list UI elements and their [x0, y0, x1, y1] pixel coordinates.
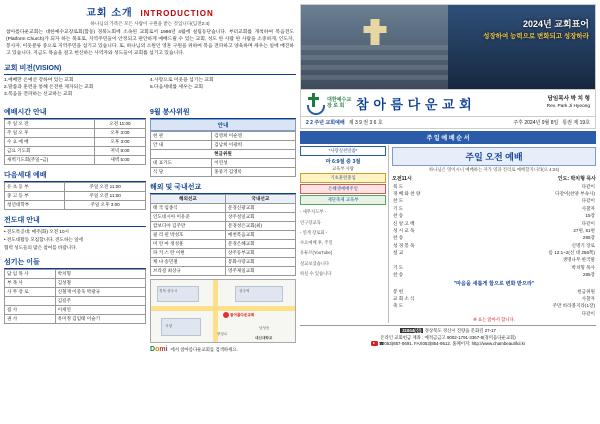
mission-domestic: 영주제일교회: [225, 267, 295, 276]
group-name: 유 초 등 부: [5, 183, 65, 192]
service-time: 오후 3:00: [94, 138, 145, 147]
church-name: 참 아 름 다 운 교 회: [356, 96, 473, 112]
table-row: [151, 231, 296, 240]
youtube-icon[interactable]: [371, 341, 378, 346]
table-row: [5, 147, 146, 156]
committee-column: [150, 102, 296, 353]
side-banner-2: 은혜생예배주일: [300, 184, 386, 194]
map-footer-note: 에서 참아름다운교회를 검색하세요.: [170, 346, 238, 352]
map-school-label: 대신대학교: [255, 336, 273, 341]
service-name: 금요 기도회: [5, 147, 95, 156]
order-detail: 다같이: [581, 183, 595, 189]
cross-icon: [370, 19, 379, 45]
committee-role: 식 당: [151, 168, 212, 177]
map-label: 중앙로: [217, 332, 228, 337]
pastor-title: 담임목사 박 치 형: [547, 95, 590, 102]
bulletin-banner: 주 일 예 배 순 서: [300, 131, 596, 144]
vision-item: 1.예배만 온예산 강하여 있는 교회: [4, 77, 74, 83]
header-photo: [300, 4, 596, 90]
committee-role: 대 표기도: [151, 159, 212, 168]
table-row: [5, 315, 146, 324]
order-row: [392, 190, 596, 197]
service-time: 오전 11:00: [94, 120, 145, 129]
staff-role: 담 임 목 사: [5, 270, 56, 279]
table-row: [5, 192, 146, 201]
table-row: [151, 150, 296, 159]
side-note: - 연계 장로회 -: [300, 229, 328, 235]
order-row: [392, 295, 596, 302]
side-group-label: 교육부 사람: [332, 166, 354, 171]
right-column: [300, 4, 596, 420]
service-times-table: [4, 119, 146, 165]
issue-meta: [300, 117, 596, 129]
church-logo-icon: [306, 93, 322, 113]
table-row: [5, 270, 146, 279]
page-title-ko: 교회 소개: [86, 8, 133, 19]
table-row: [151, 195, 296, 204]
table-row: [5, 279, 146, 288]
mission-domestic: 문경신광교회: [225, 204, 295, 213]
staff-name: 옥미정 김임태 이슬기: [55, 315, 145, 324]
committee-name: 이연성: [212, 159, 296, 168]
order-row: [392, 288, 596, 295]
service-times-heading: 예배시간 안내: [4, 107, 146, 119]
side-note: - 새무지도부 -: [300, 209, 327, 215]
service-time: 오후 3:00: [94, 129, 145, 138]
order-row: [392, 249, 596, 256]
side-notes: [300, 209, 386, 277]
postal-code: 31844(신): [402, 328, 422, 334]
worship-title: 주일 오전 예배: [392, 147, 596, 166]
order-item: 축 도: [393, 303, 404, 309]
table-row: [151, 204, 296, 213]
order-row: [392, 227, 596, 234]
order-item: 찬 송: [393, 235, 404, 241]
service-name: 새벽기도회(주일~금): [5, 156, 95, 165]
table-row: [5, 297, 146, 306]
issue-date: 주후 2024년 9월 8일: [513, 120, 559, 126]
service-time: 새벽 5:00: [94, 156, 145, 165]
staff-role: 권 사: [5, 315, 56, 324]
map-pin-label: 참아름다운교회: [230, 313, 255, 318]
map-label: 남성동: [259, 326, 270, 331]
map-road-horizontal: [151, 306, 296, 311]
table-row: [5, 156, 146, 165]
order-detail: 다같이(찬양 부속사): [555, 191, 595, 197]
mission-overseas: 필 리 핀 박성호: [151, 231, 226, 240]
group-time: 주일 오전 11:00: [65, 183, 146, 192]
mission-domestic: 봉화사랑교회: [225, 258, 295, 267]
sermon-theme: "마음을 새롭게 함으로 변화 받으라": [453, 280, 535, 287]
mission-domestic: 상주성일교회: [225, 213, 295, 222]
vision-item: 3.복음을 전파하는 선교하는 교회: [4, 92, 73, 98]
map-label: 경북 상주시: [159, 289, 178, 294]
committee-role: 안 내: [151, 141, 212, 150]
order-item: 찬 송: [393, 213, 404, 219]
side-note: 유튜브(YouTube): [300, 250, 333, 256]
year-slogan-title: 2024년 교회표어: [523, 19, 589, 29]
contact-line: [300, 341, 596, 347]
mission-overseas: 태 국 임종식: [151, 204, 226, 213]
order-footnote: ※ 표는 앉아서 합니다.: [473, 317, 515, 323]
side-note: 하실 수 있습니다: [300, 271, 332, 277]
committee-heading: 9월 봉사위원: [150, 107, 296, 119]
year-slogan-line1: 성장하여 능력으로 변화되고 성장하라: [483, 33, 589, 40]
order-detail: 285장: [582, 272, 595, 278]
table-row: [151, 141, 296, 150]
side-note: 연구장교육: [300, 219, 321, 225]
staff-name: 이세연: [55, 306, 145, 315]
evangelism-note: • 전도특공대: 매주(화) 오전 10시: [4, 229, 69, 235]
order-header: [392, 174, 596, 183]
vision-item: 5.다음세대를 세우는 교회: [150, 85, 204, 90]
side-verse-ref: 마 6:9절 중 3절: [325, 159, 361, 165]
mission-table: [150, 194, 296, 276]
page-title: [4, 4, 296, 19]
map-footer: [150, 346, 296, 353]
table-row: [151, 240, 296, 249]
order-row: [392, 205, 596, 212]
order-item: 교 회 소 식: [393, 295, 415, 301]
order-row: [392, 264, 596, 271]
order-detail: 285장: [582, 235, 595, 241]
pastor-name-en: Rev. Park Ji Hyeong: [546, 103, 590, 109]
table-row: [151, 159, 296, 168]
order-item: [392, 257, 478, 264]
group-time: 주일 오전 11:00: [65, 192, 146, 201]
side-note: 설교보셨습니다: [300, 260, 330, 266]
order-detail: 사찰자: [581, 295, 595, 301]
committee-role: 헌 관: [151, 132, 212, 141]
table-row: [151, 168, 296, 177]
order-table-bottom: [392, 288, 596, 318]
anniversary-label: 2 2 주년 교회예배: [306, 120, 345, 126]
staff-name: 박치형: [55, 270, 145, 279]
mission-domestic: 예천복음교회: [225, 231, 295, 240]
staff-role: [5, 297, 56, 306]
service-name: 수 요 예 배: [5, 138, 95, 147]
table-row: [151, 258, 296, 267]
order-row: [392, 303, 596, 310]
staff-role: 집 사: [5, 306, 56, 315]
committee-name: 홍중기 김영록: [212, 168, 296, 177]
order-row: [392, 198, 596, 205]
staff-name: 김길주: [55, 297, 145, 306]
issue-number: 제 3 9 권 3 6 호: [348, 120, 383, 126]
table-row: [151, 222, 296, 231]
evangelism-note: 협력 성도들의 많은 참여를 바랍니다.: [4, 245, 77, 251]
vision-item: 2.말씀과 훈련을 통해 온전한 제자되는 교회: [4, 85, 94, 90]
order-leader: 인도: 박치형 목사: [557, 176, 596, 182]
order-item: 경 배 와 찬 양: [393, 191, 421, 197]
order-detail: 다같이: [581, 310, 595, 316]
order-row: [392, 272, 596, 279]
staff-name: 신철재 이중욱 박광규: [55, 288, 145, 297]
mission-col-domestic: 국내선교: [225, 195, 295, 204]
order-detail: 롬 12:1~2(신 대 256쪽): [548, 250, 595, 256]
worship-photo: [448, 5, 595, 89]
staff-role: 부 목 사: [5, 279, 56, 288]
table-row: [5, 138, 146, 147]
intro-verse: 하나님의 가족은 모든 사람이 구원을 받는 것입니다(딤전2:4): [90, 21, 210, 26]
order-row: [392, 220, 596, 227]
page-title-en: INTRODUCTION: [140, 9, 214, 18]
order-item: [392, 310, 478, 317]
vision-list: [4, 77, 296, 99]
denomination-line2: 장 로 회: [327, 103, 345, 109]
order-detail: 주만 바라볼지라(1장): [552, 303, 595, 309]
order-item: 묵 도: [393, 183, 404, 189]
mission-col-overseas: 해외선교: [151, 195, 226, 204]
page-footer: [300, 325, 596, 347]
service-column: [4, 102, 146, 353]
map-label: 상주역: [239, 289, 250, 294]
offering-account: 온라인 교회헌금 계좌 : 예적금금고 9002-1791-3367-8(경미음다운교회): [380, 334, 516, 340]
order-detail: 27편, 51편: [573, 227, 595, 233]
order-row: [392, 235, 596, 242]
table-row: [5, 201, 146, 210]
table-row: [151, 132, 296, 141]
group-name: 중 고 등 부: [5, 192, 65, 201]
vision-item: [150, 91, 296, 98]
mission-heading: 해외 및 국내선교: [150, 182, 296, 194]
map-pin-icon: [223, 312, 229, 318]
denomination-line1: 대한예수교: [327, 97, 352, 103]
order-time: 오전11시: [392, 176, 412, 182]
contact-text[interactable]: ☎053)857-0691. FAX053)854-9512. 홈페이지: http://www.chambeautiful.kr: [378, 341, 526, 347]
staff-role: 사 무 장 로: [5, 288, 56, 297]
order-item: 설 교: [393, 250, 404, 256]
evangelism-heading: 전도대 안내: [4, 215, 146, 227]
map-label: 시청: [165, 324, 172, 329]
order-row: [392, 242, 596, 249]
committee-table: [150, 131, 296, 177]
order-detail: 헌금위원: [577, 288, 595, 294]
service-time: 저녁 8:00: [94, 147, 145, 156]
side-banner-1: 기초훈련중입: [300, 173, 386, 183]
table-row: [5, 120, 146, 129]
vision-item: 4.사랑으로 이웃을 섬기는 교회: [150, 77, 214, 83]
evangelism-notes: [4, 229, 146, 252]
denomination: [327, 97, 351, 109]
staff-heading: 섬기는 이들: [4, 257, 146, 269]
mission-overseas: 파 키 스 탄 이현: [151, 249, 226, 258]
order-item: 성 시 교 독: [393, 227, 415, 233]
mission-overseas: 인도네시아 이유준: [151, 213, 226, 222]
church-brand-bar: [300, 90, 596, 117]
table-row: [151, 249, 296, 258]
table-row: [5, 129, 146, 138]
sanctuary-photo: [301, 5, 448, 89]
domi-logo: Domi: [150, 346, 168, 354]
order-item: 봉 헌: [393, 288, 404, 294]
mission-overseas: 케 냐 송민철: [151, 258, 226, 267]
order-item: 기 도: [393, 264, 404, 270]
group-name: 청년대학부: [5, 201, 65, 210]
mission-domestic: 문경은혜교회: [225, 240, 295, 249]
table-row: [151, 213, 296, 222]
side-verse-title: *사랑실천말씀*: [300, 146, 386, 156]
table-row: [5, 288, 146, 297]
order-detail: 15장: [585, 213, 595, 219]
pastor-block: [547, 96, 590, 110]
committee-name: 김영희 이순영: [212, 132, 296, 141]
committee-subtitle: 안내: [150, 119, 296, 131]
group-time: 주일 오후 3:00: [65, 201, 146, 210]
intro-body: 참아름다운교회는 대한예수교장로회(합동) 경북노회에 소속된 교회로서 1996년 4월에 설립등단습니다. 부터교회를 개척하여 복음전도(Platform Church)가 되자 하는 목표로, 지역주민들이 안정되고 편안하게 예배드릴 수 있는 교회, 성도 한 사람 한 사람을 소중하게, 인도자, 봉사자, 이웃분류 중으로 지역주민을 섬기고 있습니다. 또, 하나님의 소원인 영혼 구원을 위하여 복음 전파하고 양육하며 세우는 일에 매진하고 있습니다. 지금도 목숨을 걸고 헌신하는 사역자와 성도들이 교회를 섬기고 있습니다.: [6, 30, 294, 56]
table-row: [5, 183, 146, 192]
mission-overseas: 미 얀 마 정성훈: [151, 240, 226, 249]
service-name: 주 일 오 전: [5, 120, 95, 129]
service-name: 주 일 오 후: [5, 129, 95, 138]
mission-overseas: 캄보디아 김주만: [151, 222, 226, 231]
mission-overseas: 브라질 최상규: [151, 267, 226, 276]
side-panel: [300, 145, 389, 323]
table-row: [151, 267, 296, 276]
order-item: 찬 송: [393, 272, 404, 278]
staff-table: [4, 269, 146, 324]
side-banner-3: 제단축제 교육부: [300, 195, 386, 205]
order-row: [392, 213, 596, 220]
mission-domestic: 상주동부교회: [225, 249, 295, 258]
left-column: [4, 4, 296, 420]
order-row: [392, 257, 596, 264]
staff-name: 김성철: [55, 279, 145, 288]
vision-heading: 교회 비전(VISION): [4, 63, 296, 75]
order-detail: 박치형 목사: [571, 264, 595, 270]
next-gen-heading: 다음세대 예배: [4, 170, 146, 182]
committee-subhead: 현금위원: [151, 150, 296, 159]
evangelism-note: • 전도대활동 모집합니다. 전도하는 일에: [4, 237, 83, 243]
order-detail: 다같이: [581, 220, 595, 226]
next-gen-table: [4, 182, 146, 210]
order-of-worship: [300, 145, 596, 323]
location-map[interactable]: [150, 279, 296, 343]
order-item: 찬 도: [393, 198, 404, 204]
committee-name: 김남희 이광희: [212, 141, 296, 150]
order-detail: 사찰자: [581, 205, 595, 211]
issue-volume: 통권 제 19호: [562, 120, 590, 126]
order-list: [389, 145, 596, 323]
mission-domestic: 문경성은교회(최): [225, 222, 295, 231]
order-detail: 다같이: [581, 198, 595, 204]
table-row: [5, 306, 146, 315]
order-detail: 생명나무 한국말: [562, 257, 595, 263]
order-item: 성 경 봉 독: [393, 242, 415, 248]
order-detail: 신명기 장로: [571, 242, 595, 248]
order-row: [392, 183, 596, 190]
order-item: 신 앙 고 백: [393, 220, 415, 226]
address-text: 경상북도 경산시 진량읍 문화길 27-17: [424, 328, 496, 334]
left-two-column: [4, 102, 296, 353]
worship-verse: 하나님은 영이시니 예배하는 자가 영과 진리로 예배할지니라(요 4:24): [428, 167, 560, 172]
side-note: 수요예배 후, 주일: [300, 240, 333, 246]
order-item: 기 도: [393, 205, 404, 211]
order-table: [392, 183, 596, 279]
